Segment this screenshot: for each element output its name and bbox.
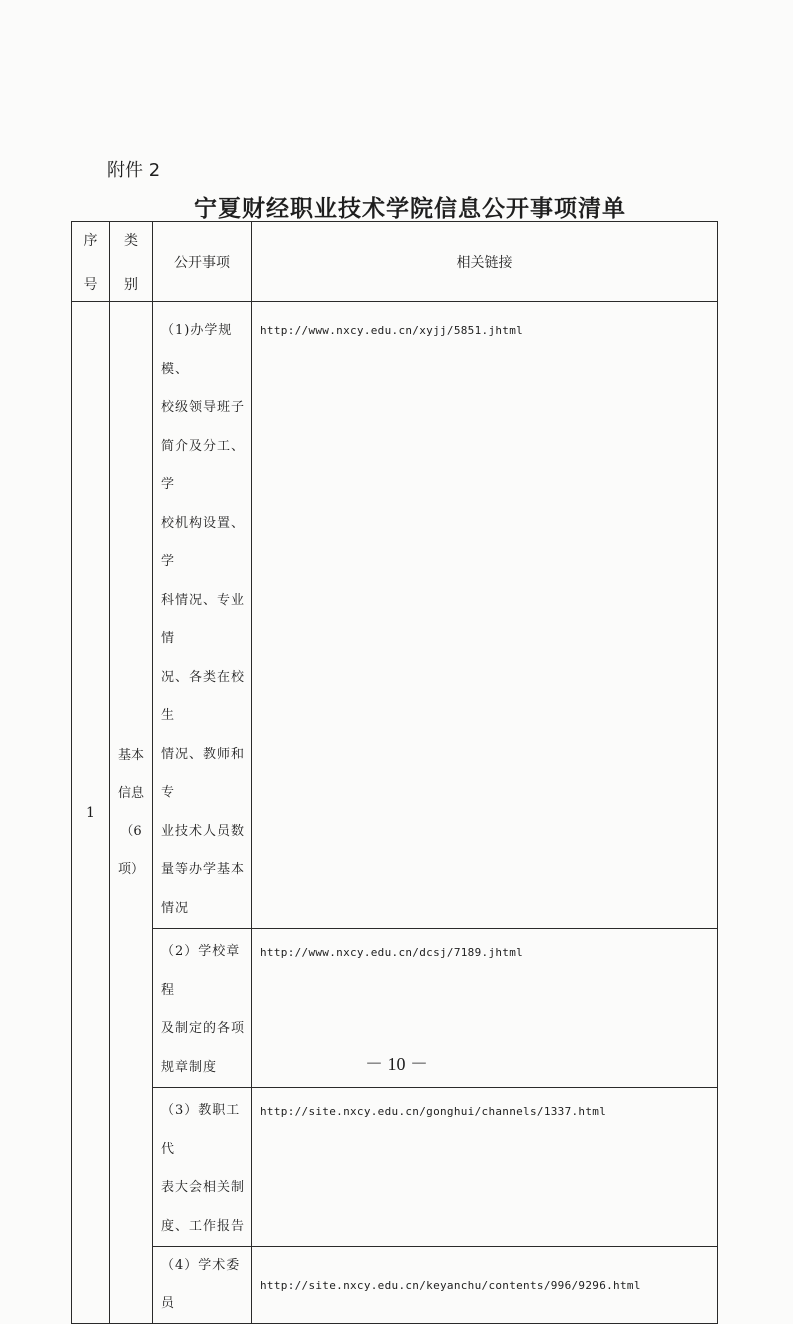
item-line: 业技术人员数	[161, 823, 246, 839]
link-url[interactable]: http://site.nxcy.edu.cn/keyanchu/contents/996/9296.html	[260, 1278, 641, 1292]
item-line: 规章制度	[161, 1059, 218, 1075]
category-line: 项）	[117, 861, 144, 877]
disclosure-table	[71, 221, 718, 1324]
header-category	[110, 222, 153, 302]
header-category-bottom: 别	[124, 276, 138, 293]
section-category	[110, 302, 153, 1324]
item-line: （3）教职工代	[161, 1103, 241, 1157]
header-index-top: 序	[83, 232, 98, 249]
table-row	[72, 302, 718, 929]
item-line: 科情况、专业情	[161, 592, 246, 646]
link-url[interactable]: http://www.nxcy.edu.cn/xyjj/5851.jhtml	[260, 324, 524, 337]
header-index	[72, 222, 110, 302]
item-cell	[153, 302, 252, 929]
header-link: 相关链接	[252, 222, 718, 302]
category-line: 基本	[117, 747, 144, 763]
item-line: 度、工作报告	[161, 1218, 246, 1234]
item-line: 情况、教师和专	[161, 746, 246, 800]
item-line: 校机构设置、学	[161, 515, 246, 569]
link-cell[interactable]	[252, 1247, 718, 1324]
item-line: 简介及分工、学	[161, 438, 246, 492]
item-line: 量等办学基本	[161, 862, 246, 877]
item-line: 及制定的各项	[161, 1021, 246, 1036]
item-cell	[153, 1247, 252, 1324]
item-line: 情况	[161, 900, 190, 916]
header-index-bottom: 号	[83, 276, 98, 293]
table-row	[72, 1088, 718, 1247]
item-line: （4）学术委员	[161, 1258, 241, 1311]
table-header-row	[72, 222, 718, 302]
item-line: （2）学校章程	[161, 944, 241, 998]
page-number: － 10 －	[365, 1054, 428, 1074]
section-index: 1	[72, 302, 110, 1324]
link-url[interactable]: http://site.nxcy.edu.cn/gonghui/channels/1337.html	[260, 1105, 607, 1118]
item-line: 校级领导班子	[161, 400, 246, 415]
table-row	[72, 1247, 718, 1324]
item-line: 表大会相关制	[161, 1180, 246, 1195]
category-line: （6	[120, 823, 142, 839]
header-category-top: 类	[124, 232, 138, 249]
link-cell[interactable]	[252, 302, 718, 929]
link-cell[interactable]	[252, 1088, 718, 1247]
annex-label: 附件 2	[107, 160, 161, 181]
item-line: 况、各类在校生	[161, 669, 246, 723]
item-line: （1)办学规模、	[161, 323, 233, 377]
link-url[interactable]: http://www.nxcy.edu.cn/dcsj/7189.jhtml	[260, 946, 524, 959]
document-title: 宁夏财经职业技术学院信息公开事项清单	[194, 195, 626, 222]
item-cell	[153, 1088, 252, 1247]
category-line: 信息	[117, 785, 144, 801]
header-item: 公开事项	[153, 222, 252, 302]
